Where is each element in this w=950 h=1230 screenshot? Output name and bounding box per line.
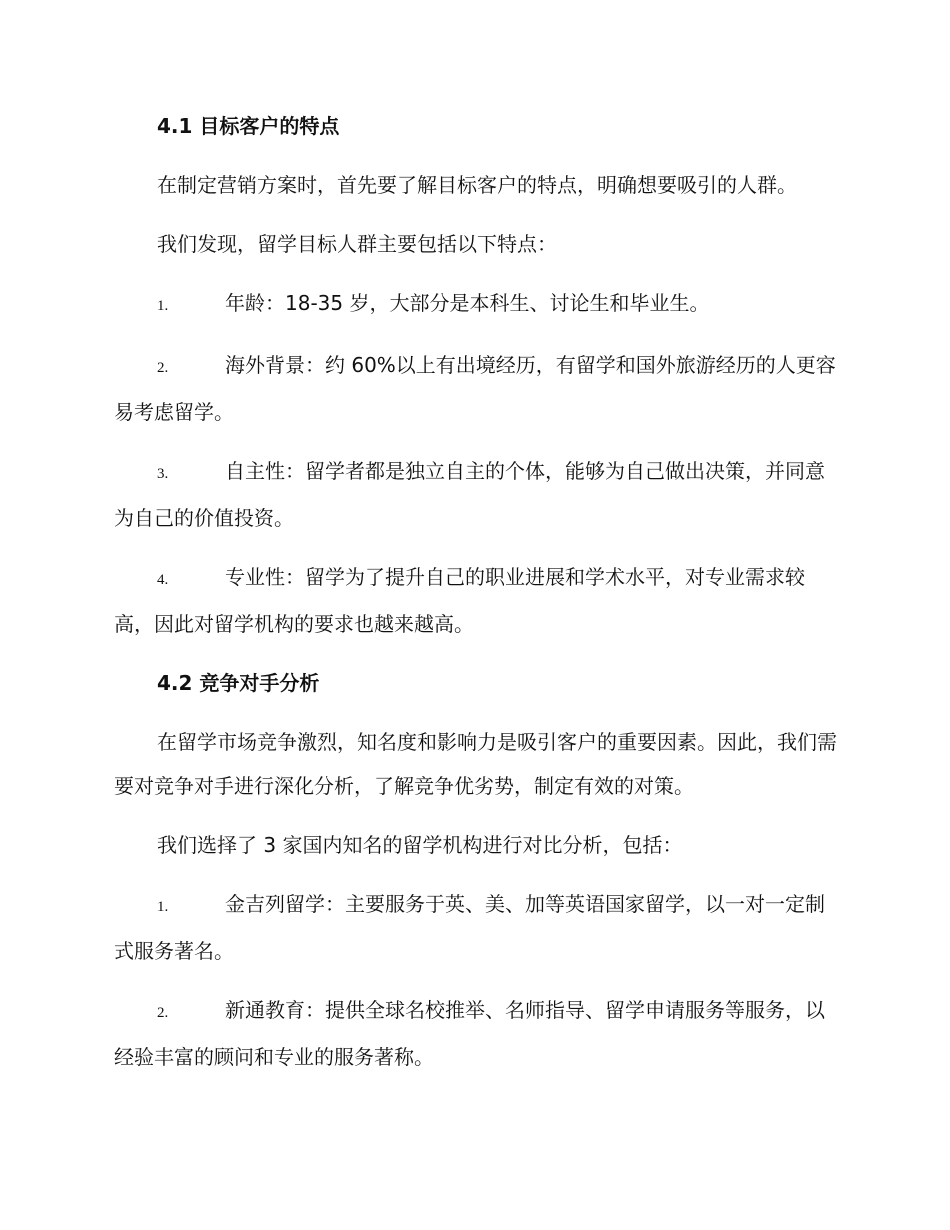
paragraph-lead-4-2: 我们选择了 3 家国内知名的留学机构进行对比分析，包括： <box>157 833 683 857</box>
list-item-number: 3. <box>157 466 169 482</box>
list-item <box>114 281 838 328</box>
list-item-number: 2. <box>157 1005 169 1021</box>
list-item-text: 海外背景：约 60%以上有出境经历，有留学和国外旅游经历的人更容易考虑留学。 <box>114 353 836 424</box>
section-heading-4-1: 4.1 目标客户的特点 <box>157 114 340 138</box>
list-item-number: 1. <box>157 899 169 915</box>
list-item-text: 新通教育：提供全球名校推举、名师指导、留学申请服务等服务，以经验丰富的顾问和专业的服务著称。 <box>114 998 825 1069</box>
list-item-text: 年龄：18-35 岁，大部分是本科生、讨论生和毕业生。 <box>225 291 710 315</box>
paragraph-intro-4-2: 在留学市场竞争激烈，知名度和影响力是吸引客户的重要因素。因此，我们需要对竞争对手进行深化分析，了解竞争优劣势，制定有效的对策。 <box>114 730 837 798</box>
list-item-number: 2. <box>157 360 169 376</box>
list-item <box>114 343 838 434</box>
list-item-number: 4. <box>157 572 169 588</box>
list-item-text: 金吉列留学：主要服务于英、美、加等英语国家留学，以一对一定制式服务著名。 <box>114 892 825 963</box>
section-heading-4-2: 4.2 竞争对手分析 <box>157 671 320 695</box>
list-item <box>114 449 838 540</box>
list-item-text: 专业性：留学为了提升自己的职业进展和学术水平，对专业需求较高，因此对留学机构的要求也越来越高。 <box>114 565 805 636</box>
list-item-text: 自主性：留学者都是独立自主的个体，能够为自己做出决策，并同意为自己的价值投资。 <box>114 459 825 530</box>
list-item <box>114 882 838 973</box>
paragraph-lead-4-1: 我们发现，留学目标人群主要包括以下特点： <box>157 232 557 256</box>
list-item <box>114 988 838 1079</box>
list-item-number: 1. <box>157 298 169 314</box>
document-body <box>114 104 838 1094</box>
paragraph-intro-4-1: 在制定营销方案时，首先要了解目标客户的特点，明确想要吸引的人群。 <box>157 173 797 197</box>
list-item <box>114 555 838 646</box>
